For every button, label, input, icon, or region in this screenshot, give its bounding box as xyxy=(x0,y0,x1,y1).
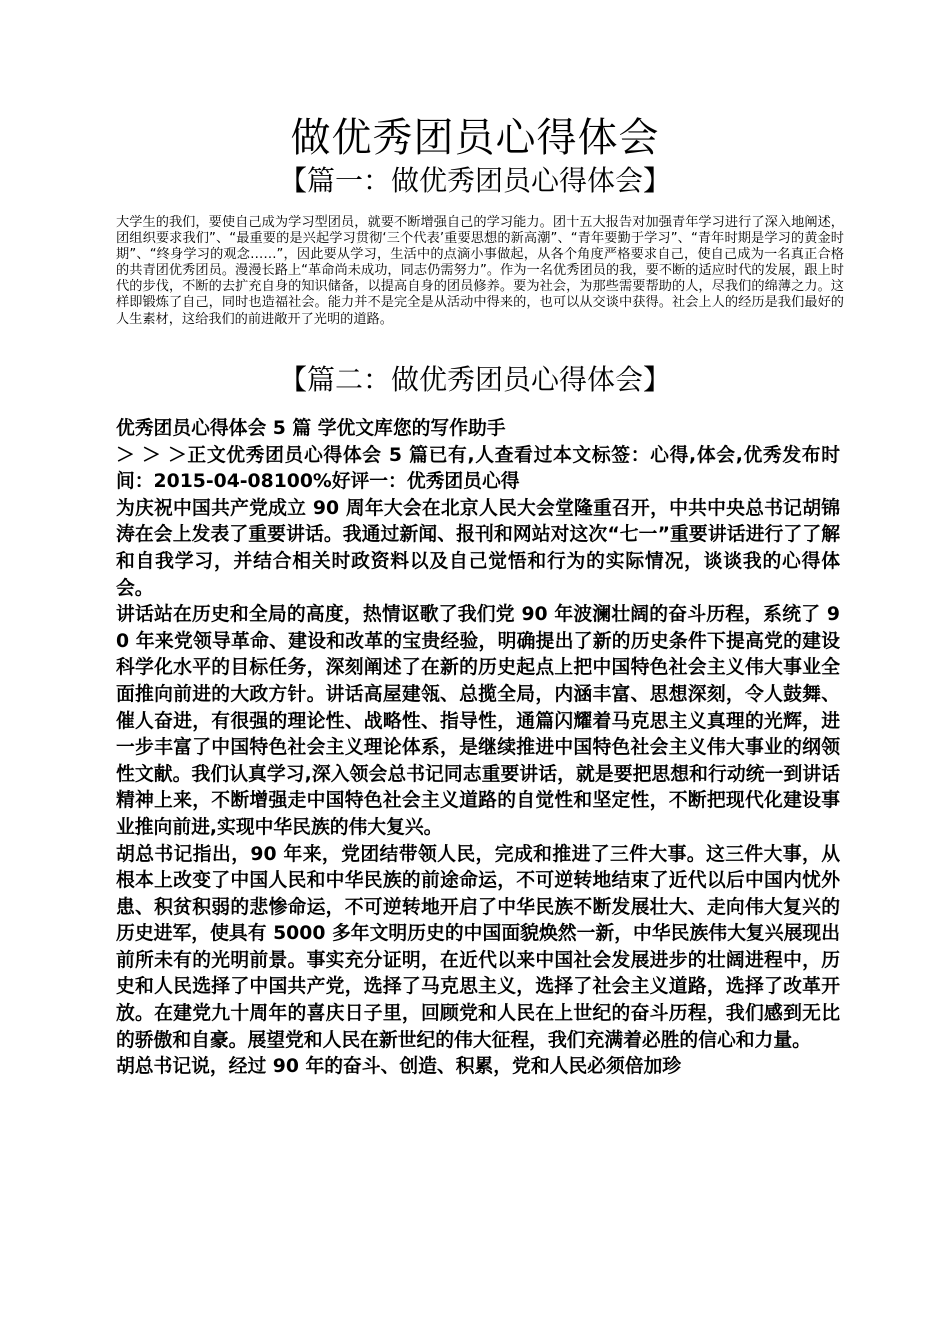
section-2-paragraph: 胡总书记说，经过 90 年的奋斗、创造、积累，党和人民必须倍加珍 xyxy=(116,1056,682,1078)
document-title: 做优秀团员心得体会 xyxy=(290,115,660,161)
section-2-paragraph: 优秀团员心得体会 5 篇 学优文库您的写作助手 xyxy=(116,418,506,439)
section-2-heading: 【篇二：做优秀团员心得体会】 xyxy=(278,363,671,396)
section-2-paragraph: ＞ ＞ ＞正文优秀团员心得体会 5 篇已有,人查看过本文标签：心得,体会,优秀发布时间：2015-04-08100%好评一：优秀团员心得 xyxy=(116,444,840,493)
section-2-paragraph: 讲话站在历史和全局的高度，热情讴歌了我们党 90 年波澜壮阔的奋斗历程，系统了 90 年来党领导革命、建设和改革的宝贵经验，明确提出了新的历史条件下提高党的建设科学化水平的目标任务，深刻阐述了在新的历史起点上把中国特色社会主义伟大事业全面推向前进的大政方针。讲话高屋建瓴、总揽全局，内涵丰富、思想深刻，令人鼓舞、催人奋进，有很强的理论性、战略性、指导性，通篇闪耀着马克思主义真理的光辉，进一步丰富了中国特色社会主义理论体系，是继续推进中国特色社会主义伟大事业的纲领性文献。我们认真学习,深入领会总书记同志重要讲话，就是要把思想和行动统一到讲话精神上来，不断增强走中国特色社会主义道路的自觉性和坚定性，不断把现代化建设事业推向前进,实现中华民族的伟大复兴。 xyxy=(116,604,840,838)
section-2-paragraph: 为庆祝中国共产党成立 90 周年大会在北京人民大会堂隆重召开，中共中央总书记胡锦涛在会上发表了重要讲话。我通过新闻、报刊和网站对这次“七一”重要讲话进行了了解和自我学习，并结合相关时政资料以及自己觉悟和行为的实际情况，谈谈我的心得体会。 xyxy=(116,497,840,599)
section-2-body xyxy=(116,416,840,1081)
section-1-heading: 【篇一：做优秀团员心得体会】 xyxy=(278,164,671,197)
section-1-text: 大学生的我们，要使自己成为学习型团员，就要不断增强自己的学习能力。团十五大报告对加强青年学习进行了深入地阐述，团组织要求我们”、“最重要的是兴起学习贯彻‘三个代表’重要思想的新高潮”、“青年要勤于学习”、“青年时期是学习的黄金时期”、“终身学习的观念……”，因此要从学习，生活中的点滴小事做起，从各个角度严格要求自己，使自己成为一名真正合格的共青团优秀团员。漫漫长路上“革命尚未成功，同志仍需努力”。作为一名优秀团员的我，要不断的适应时代的发展，跟上时代的步伐，不断的去扩充自身的知识储备，以提高自身的团员修养。要为社会，为那些需要帮助的人，尽我们的绵薄之力。这样即锻炼了自己，同时也造福社会。能力并不是完全是从活动中得来的，也可以从交谈中获得。社会上人的经历是我们最好的人生素材，这给我们的前进敞开了光明的道路。 xyxy=(116,215,844,327)
section-2-paragraph: 胡总书记指出，90 年来，党团结带领人民，完成和推进了三件大事。这三件大事，从根本上改变了中国人民和中华民族的前途命运，不可逆转地结束了近代以后中国内忧外患、积贫积弱的悲惨命运，不可逆转地开启了中华民族不断发展壮大、走向伟大复兴的历史进军，使具有 5000 多年文明历史的中国面貌焕然一新，中华民族伟大复兴展现出前所未有的光明前景。事实充分证明，在近代以来中国社会发展进步的壮阔进程中，历史和人民选择了中国共产党，选择了马克思主义，选择了社会主义道路，选择了改革开放。在建党九十周年的喜庆日子里，回顾党和人民在上世纪的奋斗历程，我们感到无比的骄傲和自豪。展望党和人民在新世纪的伟大征程，我们充满着必胜的信心和力量。 xyxy=(116,843,840,1051)
